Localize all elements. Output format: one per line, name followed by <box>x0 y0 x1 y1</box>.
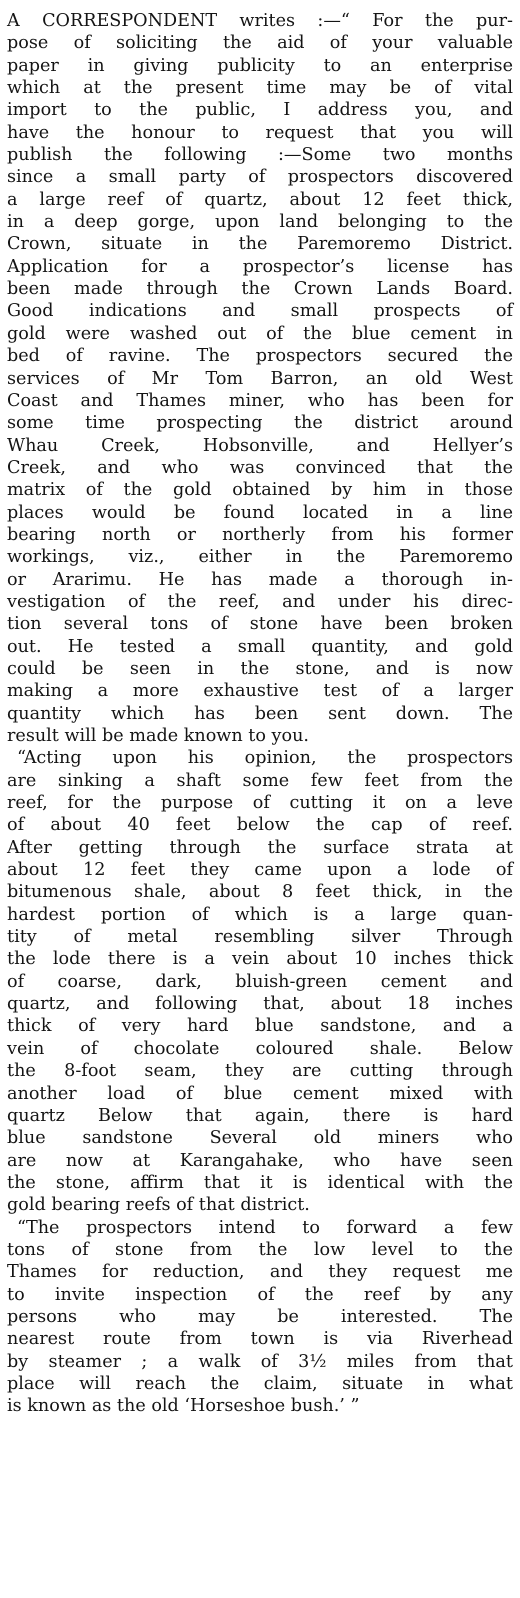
article-line: reef, for the purpose of cutting it on a leve <box>7 793 513 814</box>
article-line: bed of ravine. The prospectors secured the <box>7 346 513 367</box>
article-line: Coast and Thames miner, who has been for <box>7 390 513 411</box>
article-line: import to the public, I address you, and <box>7 100 513 121</box>
article-line: of about 40 feet below the cap of reef. <box>7 815 513 836</box>
article-line: the lode there is a vein about 10 inches thick <box>7 949 513 970</box>
article-line: Whau Creek, Hobsonville, and Hellyer’s <box>7 435 513 456</box>
article-line: which at the present time may be of vital <box>7 78 513 99</box>
article-paragraph-3 <box>7 1217 513 1418</box>
article-line: publish the following :—Some two months <box>7 145 513 166</box>
article-line: Thames for reduction, and they request me <box>7 1262 513 1283</box>
article-line: vestigation of the reef, and under his direc- <box>7 591 513 612</box>
article-line: place will reach the claim, situate in what <box>7 1373 513 1394</box>
article-line: Application for a prospector’s license has <box>7 256 513 277</box>
article-line: in a deep gorge, upon land belonging to the <box>7 212 513 233</box>
article-line: thick of very hard blue sandstone, and a <box>7 1016 513 1037</box>
article-line: about 12 feet they came upon a lode of <box>7 860 513 881</box>
article-line: or Ararimu. He has made a thorough in- <box>7 569 513 590</box>
article-line: services of Mr Tom Barron, an old West <box>7 368 513 389</box>
article-line: the 8-foot seam, they are cutting through <box>7 1061 513 1082</box>
article-line: places would be found located in a line <box>7 502 513 523</box>
article-line: A CORRESPONDENT writes :—“ For the pur- <box>7 11 513 31</box>
article-line: persons who may be interested. The <box>7 1306 513 1327</box>
article-paragraph-2 <box>7 747 513 1216</box>
article-line: tity of metal resembling silver Through <box>7 927 513 948</box>
article-line: making a more exhaustive test of a larger <box>7 681 513 702</box>
article-line: nearest route from town is via Riverhead <box>7 1329 513 1350</box>
article-line: since a small party of prospectors discovered <box>7 167 513 188</box>
article-line: pose of soliciting the aid of your valuable <box>7 33 513 54</box>
article-line: have the honour to request that you will <box>7 122 513 143</box>
article-line: out. He tested a small quantity, and gold <box>7 636 513 657</box>
article-line: matrix of the gold obtained by him in those <box>7 480 513 501</box>
article-line: Crown, situate in the Paremoremo District. <box>7 234 513 255</box>
article-line: are sinking a shaft some few feet from the <box>7 770 513 791</box>
article-line: bearing north or northerly from his former <box>7 524 513 545</box>
article-line: Good indications and small prospects of <box>7 301 513 322</box>
article-line: blue sandstone Several old miners who <box>7 1128 513 1149</box>
article-line: been made through the Crown Lands Board. <box>7 279 513 300</box>
article-line: of coarse, dark, bluish-green cement and <box>7 971 513 992</box>
article-line: hardest portion of which is a large quan- <box>7 904 513 925</box>
article-line: gold bearing reefs of that district. <box>7 1195 310 1216</box>
article-line: tion several tons of stone have been broken <box>7 614 513 635</box>
article-line: another load of blue cement mixed with <box>7 1083 513 1104</box>
article-line: is known as the old ‘Horseshoe bush.’ ” <box>7 1396 360 1417</box>
article-line: After getting through the surface strata at <box>7 837 513 858</box>
article-line: “The prospectors intend to forward a few <box>17 1217 513 1238</box>
article-line: quantity which has been sent down. The <box>7 703 513 724</box>
article-line: are now at Karangahake, who have seen <box>7 1150 513 1171</box>
article-line: by steamer ; a walk of 3½ miles from that <box>7 1351 513 1372</box>
article-line: bitumenous shale, about 8 feet thick, in the <box>7 882 513 903</box>
article-line: tons of stone from the low level to the <box>7 1239 513 1260</box>
article-line: some time prospecting the district around <box>7 413 513 434</box>
article-line: gold were washed out of the blue cement in <box>7 323 513 344</box>
article-paragraph-1 <box>7 10 513 747</box>
article-line: paper in giving publicity to an enterprise <box>7 55 513 76</box>
article-line: quartz Below that again, there is hard <box>7 1105 513 1126</box>
article-line: to invite inspection of the reef by any <box>7 1284 513 1305</box>
article-line: “Acting upon his opinion, the prospectors <box>17 748 513 769</box>
article-line: vein of chocolate coloured shale. Below <box>7 1038 513 1059</box>
article-line: the stone, affirm that it is identical with the <box>7 1172 513 1193</box>
article-line: result will be made known to you. <box>7 726 309 746</box>
article-line: a large reef of quartz, about 12 feet thick, <box>7 189 513 210</box>
article-line: workings, viz., either in the Paremoremo <box>7 547 513 568</box>
article-line: Creek, and who was convinced that the <box>7 457 513 478</box>
article-line: could be seen in the stone, and is now <box>7 658 513 679</box>
article-line: quartz, and following that, about 18 inches <box>7 994 513 1015</box>
newspaper-article <box>7 10 513 1418</box>
